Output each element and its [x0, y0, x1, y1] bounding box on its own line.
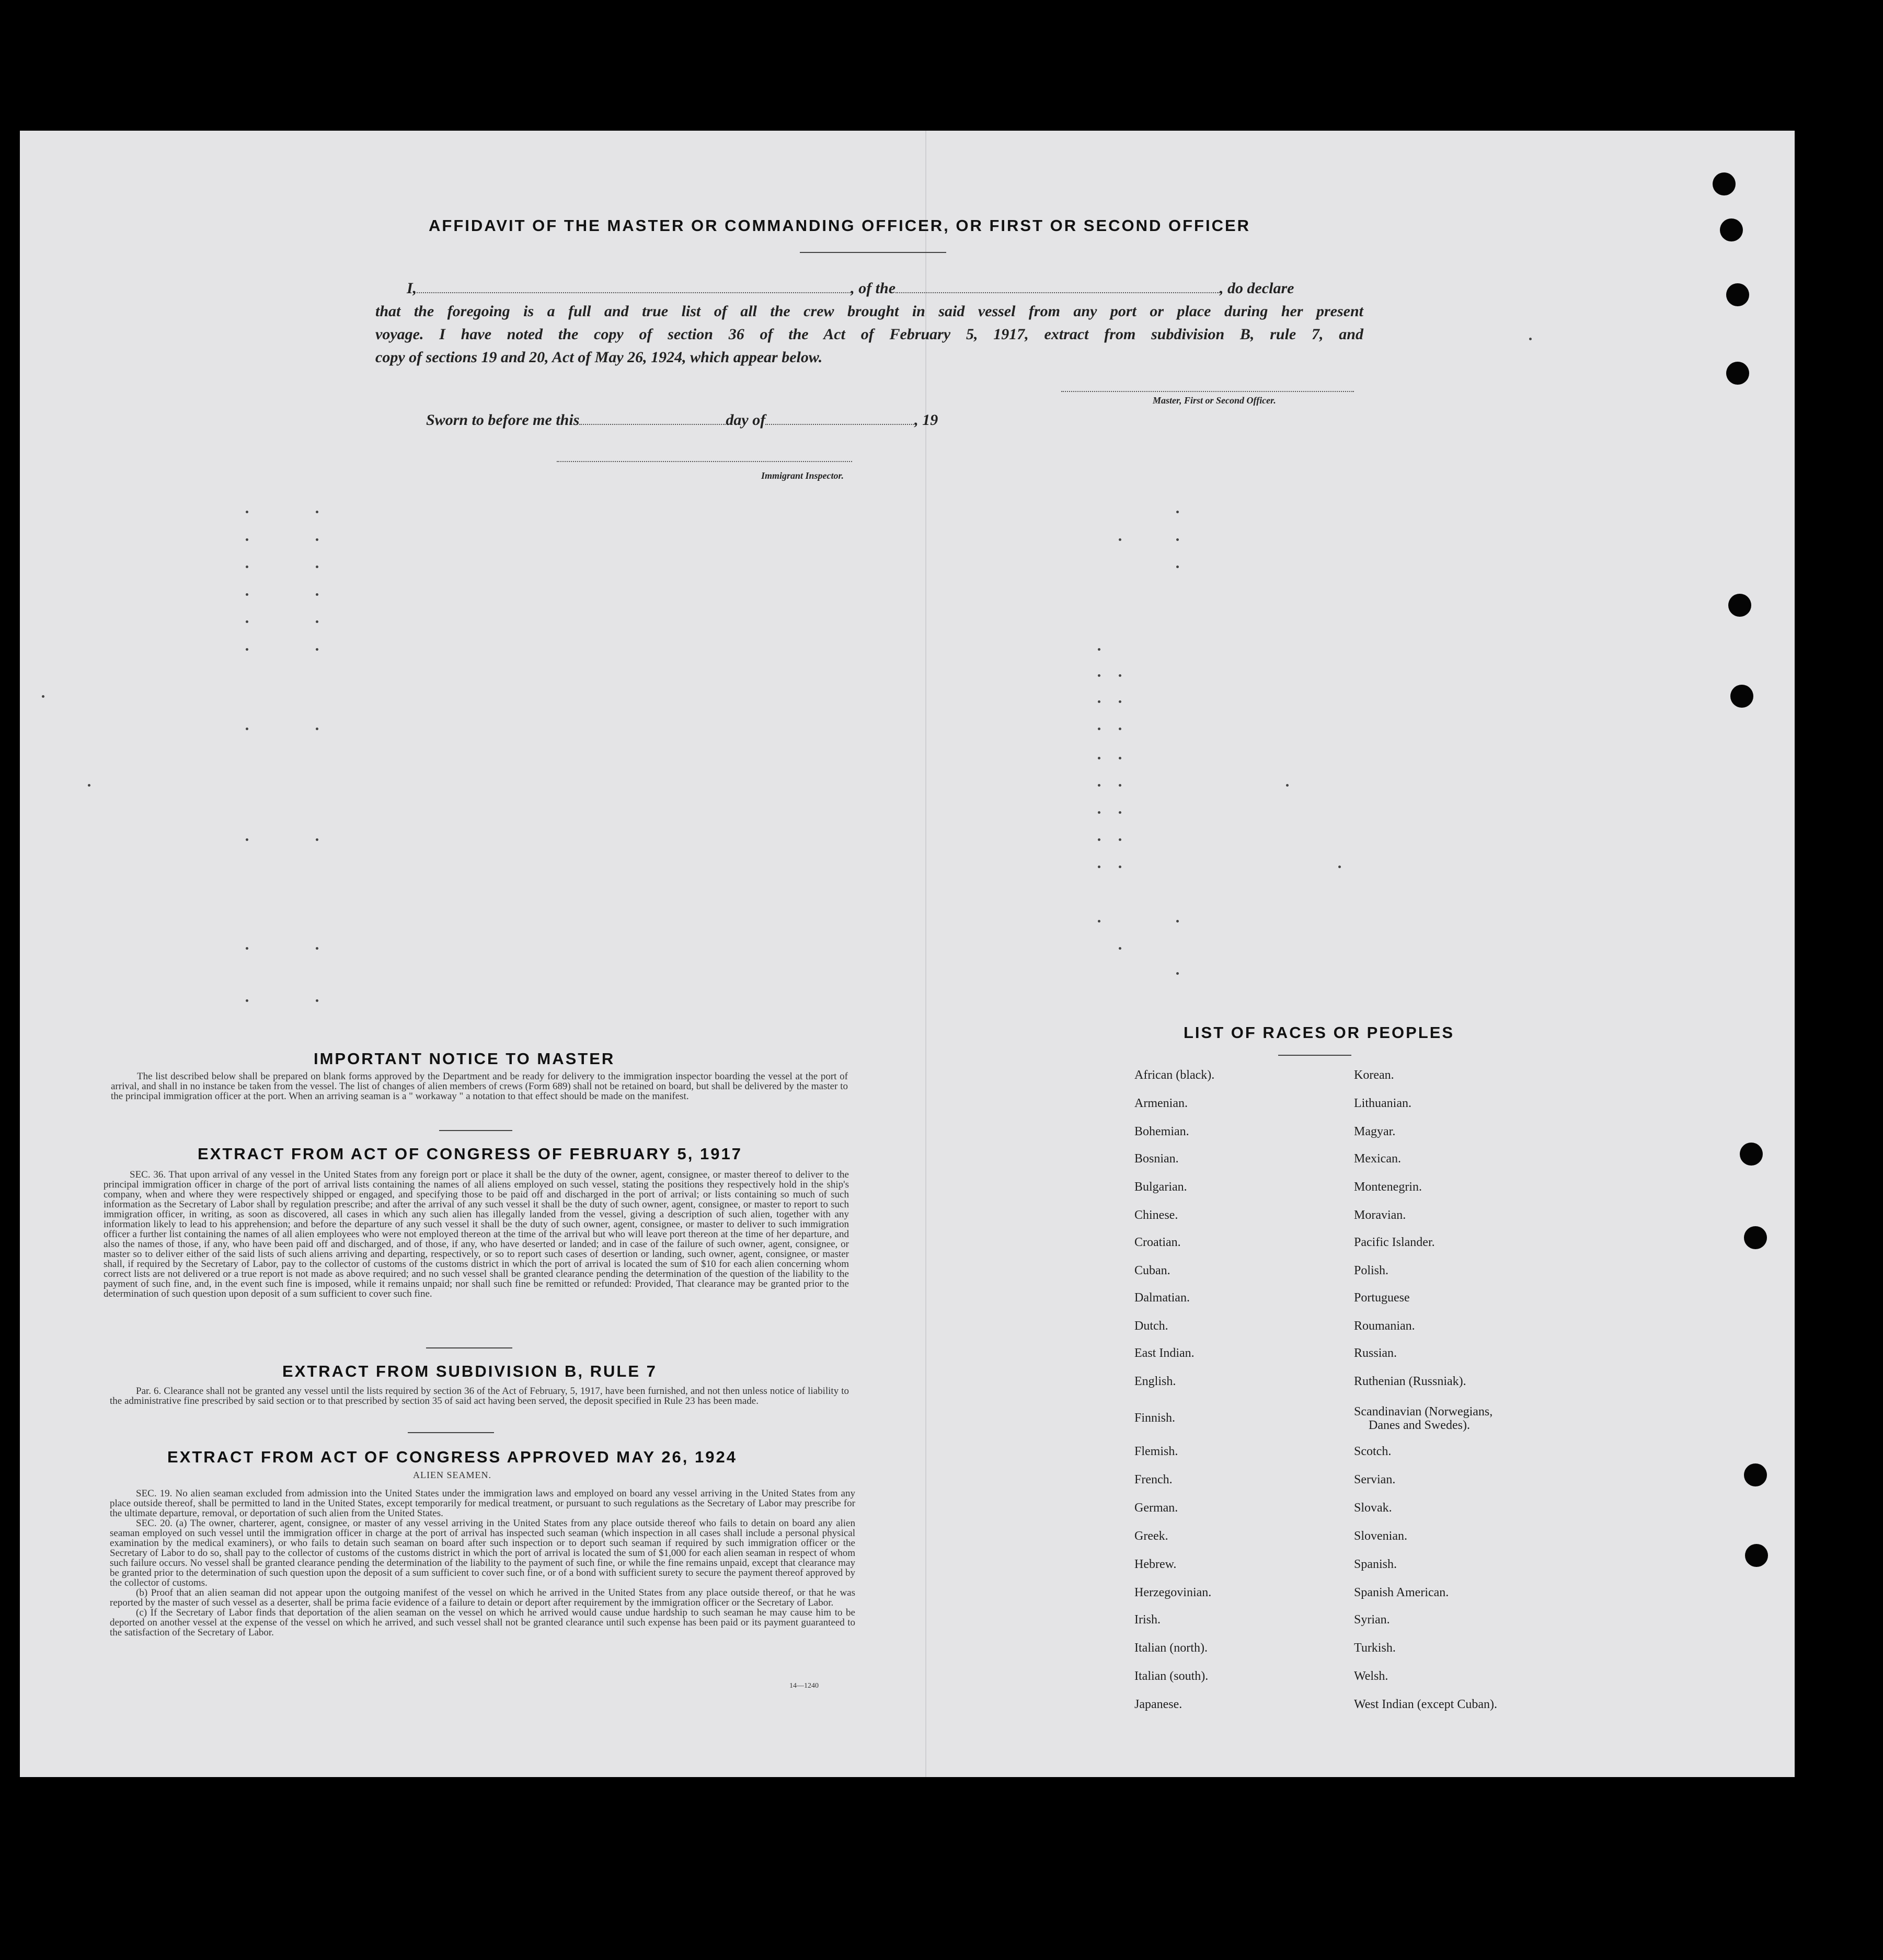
- race-item: Moravian.: [1354, 1208, 1406, 1222]
- race-item: Ruthenian (Russniak).: [1354, 1375, 1466, 1388]
- race-item: Spanish American.: [1354, 1586, 1449, 1599]
- race-item: Polish.: [1354, 1264, 1389, 1277]
- race-item: West Indian (except Cuban).: [1354, 1698, 1497, 1711]
- binder-hole: [1730, 685, 1753, 708]
- alien-seamen-subtitle: ALIEN SEAMEN.: [413, 1470, 491, 1480]
- affidavit-of-the: , of the: [851, 280, 896, 297]
- affidavit-title: AFFIDAVIT OF THE MASTER OR COMMANDING OFFICER, OR FIRST OR SECOND OFFICER: [429, 216, 1251, 235]
- binder-hole: [1726, 362, 1749, 385]
- binder-hole: [1740, 1143, 1763, 1166]
- race-item: Syrian.: [1354, 1613, 1390, 1627]
- section-20c-paragraph: (c) If the Secretary of Labor finds that deportation of the alien seaman on the vessel on which he arrived would cause undue hardship to such seaman he may cause him to be deported on another vessel at the expense of the vessel on which he arrived, and such vessel shall not be granted clearance until such expense has been paid or its payment guaranteed to the satisfaction of the Secretary of Labor.: [110, 1607, 855, 1638]
- race-item: Irish.: [1134, 1613, 1161, 1627]
- race-item: Russian.: [1354, 1346, 1397, 1360]
- race-item: Magyar.: [1354, 1125, 1396, 1138]
- race-item: Turkish.: [1354, 1641, 1396, 1655]
- inspector-signature-line[interactable]: [557, 461, 852, 462]
- extract-1917-title: EXTRACT FROM ACT OF CONGRESS OF FEBRUARY 5, 1917: [198, 1145, 742, 1163]
- binder-hole: [1713, 172, 1736, 195]
- race-item: East Indian.: [1134, 1346, 1195, 1360]
- race-item: Flemish.: [1134, 1445, 1178, 1458]
- inspector-caption: Immigrant Inspector.: [761, 470, 844, 481]
- race-item: Armenian.: [1134, 1097, 1188, 1110]
- affidavit-body: [375, 277, 1363, 369]
- extract-1924-title: EXTRACT FROM ACT OF CONGRESS APPROVED MAY 26, 1924: [167, 1448, 737, 1466]
- affidavit-line-4: copy of sections 19 and 20, Act of May 26, 1924, which appear below.: [375, 349, 823, 366]
- race-item: English.: [1134, 1375, 1176, 1388]
- section-20b-paragraph: (b) Proof that an alien seaman did not appear upon the outgoing manifest of the vessel on which he arrived in the United States from any place outside thereof, or that he was reported by the master of such vessel as a deserter, shall be prima facie evidence of a failure to detain or deport after requirement by the immigration officer or the Secretary of Labor.: [110, 1587, 855, 1608]
- section-36-paragraph: SEC. 36. That upon arrival of any vessel in the United States from any foreign port or place it shall be the duty of the owner, agent, consignee, or master thereof to deliver to the principal immigration officer in charge of the port of arrival lists containing the names of all aliens employed on such vessel, stating the positions they respectively hold in the ship's company, when and where they were respectively shipped or engaged, and specifying those to be paid off and discharged in the port of arrival; or lists containing so much of such information as the Secretary of Labor shall by regulation prescribe; and after the arrival of any such vessel it shall be the duty of such owner, agent, consignee, or master to report to such immigration officer, in writing, as soon as discovered, all cases in which any such alien has illegally landed from the vessel, giving a description of such alien, together with any information likely to lead to his apprehension; and before the departure of any such vessel it shall be the duty of such owner, agent, consignee, or master to deliver to such immigration officer a further list containing the names of all alien employees who were not employed thereon at the time of the arrival but who will leave port thereon at the time of her departure, and also the names of those, if any, who have been paid off and discharged, and of those, if any, who have deserted or landed; and in case of the failure of such owner, agent, consignee, or master so to deliver either of the said lists of such aliens arriving and departing, respectively, or so to report such cases of desertion or landing, such owner, agent, consignee, or master shall, if required by the Secretary of Labor, pay to the collector of customs of the customs district in which the port of arrival is located the sum of $10 for each alien concerning whom correct lists are not delivered or a true report is not made as above required; and no such vessel shall be granted clearance pending the determination of the question of the liability to the payment of such fine, and, in the event such fine is imposed, while it remains unpaid; nor shall such fine be remitted or refunded: Provided, That clearance may be granted prior to the determination of such question upon deposit of a sum sufficient to cover such fine.: [104, 1169, 849, 1299]
- binder-hole: [1744, 1463, 1767, 1486]
- race-item: Lithuanian.: [1354, 1097, 1411, 1110]
- race-item: Slovak.: [1354, 1501, 1392, 1515]
- extract-rule7-text: [110, 1386, 849, 1406]
- race-item: Herzegovinian.: [1134, 1586, 1212, 1599]
- race-item: Cuban.: [1134, 1264, 1170, 1277]
- month-blank[interactable]: [765, 411, 914, 425]
- extract-rule7-title: EXTRACT FROM SUBDIVISION B, RULE 7: [282, 1362, 657, 1380]
- year-label: , 19: [914, 411, 938, 429]
- notice-paragraph: The list described below shall be prepared on blank forms approved by the Department and be ready for delivery to the immigration inspector boarding the vessel at the port of arrival, and shall in no instance be taken from the vessel. The list of changes of alien members of crews (Form 689) shall not be retained on board, but shall be delivered by the master to the principal immigration officer at the port. When an arriving seaman is a " workaway " a notation to that effect should be made on the manifest.: [111, 1071, 848, 1102]
- race-item: Montenegrin.: [1354, 1180, 1422, 1194]
- race-item: Roumanian.: [1354, 1319, 1415, 1333]
- day-blank[interactable]: [579, 411, 726, 425]
- binder-hole: [1744, 1226, 1767, 1249]
- race-item: Italian (north).: [1134, 1641, 1208, 1655]
- race-item: African (black).: [1134, 1068, 1215, 1082]
- race-item: Pacific Islander.: [1354, 1236, 1435, 1249]
- rule7-paragraph: Par. 6. Clearance shall not be granted any vessel until the lists required by section 36 of the Act of February, 5, 1917, have been furnished, and not then unless notice of liability to the administrative fine prescribed by said section or to that prescribed by section 35 of said act having been served, the deposit specified in Rule 23 has been made.: [110, 1386, 849, 1406]
- master-caption: Master, First or Second Officer.: [1153, 395, 1276, 406]
- page-fold: [925, 131, 926, 1777]
- race-item: Scandinavian (Norwegians,: [1354, 1405, 1493, 1419]
- extract-1924-text: [110, 1489, 855, 1638]
- race-item: Welsh.: [1354, 1669, 1388, 1683]
- binder-hole: [1726, 283, 1749, 306]
- sworn-label: Sworn to before me this: [426, 411, 580, 429]
- binder-hole: [1720, 218, 1743, 241]
- affidavit-line-2: that the foregoing is a full and true list of all the crew brought in said vessel from any port or place during her present: [375, 303, 1363, 320]
- race-item: Scotch.: [1354, 1445, 1392, 1458]
- sworn-line: [426, 409, 938, 432]
- affidavit-do-declare: , do declare: [1220, 280, 1294, 297]
- section-rule: [408, 1432, 494, 1433]
- race-item: Servian.: [1354, 1473, 1396, 1486]
- races-title: LIST OF RACES OR PEOPLES: [1184, 1023, 1455, 1042]
- race-item: Danes and Swedes).: [1369, 1419, 1470, 1432]
- extract-1917-text: [104, 1170, 849, 1299]
- notice-text: [111, 1071, 848, 1101]
- race-item: Finnish.: [1134, 1411, 1176, 1425]
- name-blank[interactable]: [417, 280, 851, 293]
- race-item: Greek.: [1134, 1529, 1168, 1543]
- title-rule: [800, 252, 946, 253]
- race-item: Slovenian.: [1354, 1529, 1407, 1543]
- race-item: Korean.: [1354, 1068, 1394, 1082]
- binder-hole: [1728, 594, 1751, 617]
- race-item: Hebrew.: [1134, 1558, 1177, 1571]
- form-number: 14—1240: [789, 1682, 819, 1690]
- vessel-blank[interactable]: [895, 280, 1220, 293]
- affidavit-i: I,: [407, 280, 417, 297]
- race-item: Mexican.: [1354, 1152, 1401, 1166]
- section-19-paragraph: SEC. 19. No alien seaman excluded from admission into the United States under the immigration laws and employed on board any vessel arriving in the United States from any place outside thereof, shall be permitted to land in the United States, except temporarily for medical treatment, or pursuant to such regulations as the Secretary of Labor may prescribe for the ultimate departure, removal, or deportation of such alien from the United States.: [110, 1488, 855, 1519]
- day-of-label: day of: [726, 411, 766, 429]
- race-item: Croatian.: [1134, 1236, 1181, 1249]
- notice-title: IMPORTANT NOTICE TO MASTER: [314, 1050, 615, 1068]
- section-rule: [426, 1347, 512, 1348]
- master-signature-line[interactable]: [1061, 391, 1354, 392]
- races-rule: [1278, 1055, 1351, 1056]
- race-item: French.: [1134, 1473, 1173, 1486]
- race-item: Chinese.: [1134, 1208, 1178, 1222]
- section-20a-paragraph: SEC. 20. (a) The owner, charterer, agent, consignee, or master of any vessel arriving in the United States from any place outside thereof who fails to detain on board any alien seaman employed on such vessel until the immigration officer in charge at the port of arrival has inspected such seaman (which inspection in all cases shall include a personal physical examination by the medical examiners), or who fails to detain such seaman on board after such inspection or to deport such seaman if required by such immigration officer or the Secretary of Labor to do so, shall pay to the collector of customs of the customs district in which the port of arrival is located the sum of $1,000 for each alien seaman in respect of whom such failure occurs. No vessel shall be granted clearance pending the determination of the liability to the payment of such fine, or while the fine remains unpaid, except that clearance may be granted prior to the determination of such question upon the deposit of a sum sufficient to cover such fine, or of a bond with sufficient surety to secure the payment thereof approved by the collector of customs.: [110, 1518, 855, 1588]
- race-item: Bosnian.: [1134, 1152, 1179, 1166]
- race-item: Dalmatian.: [1134, 1291, 1190, 1305]
- binder-hole: [1745, 1544, 1768, 1567]
- race-item: Japanese.: [1134, 1698, 1182, 1711]
- race-item: Portuguese: [1354, 1291, 1410, 1305]
- race-item: Bulgarian.: [1134, 1180, 1187, 1194]
- race-item: Spanish.: [1354, 1558, 1397, 1571]
- race-item: Dutch.: [1134, 1319, 1168, 1333]
- race-item: Italian (south).: [1134, 1669, 1209, 1683]
- race-item: German.: [1134, 1501, 1178, 1515]
- section-rule: [439, 1130, 512, 1131]
- affidavit-line-3: voyage. I have noted the copy of section 36 of the Act of February 5, 1917, extract from subdivision B, rule 7, and: [375, 326, 1363, 343]
- race-item: Bohemian.: [1134, 1125, 1189, 1138]
